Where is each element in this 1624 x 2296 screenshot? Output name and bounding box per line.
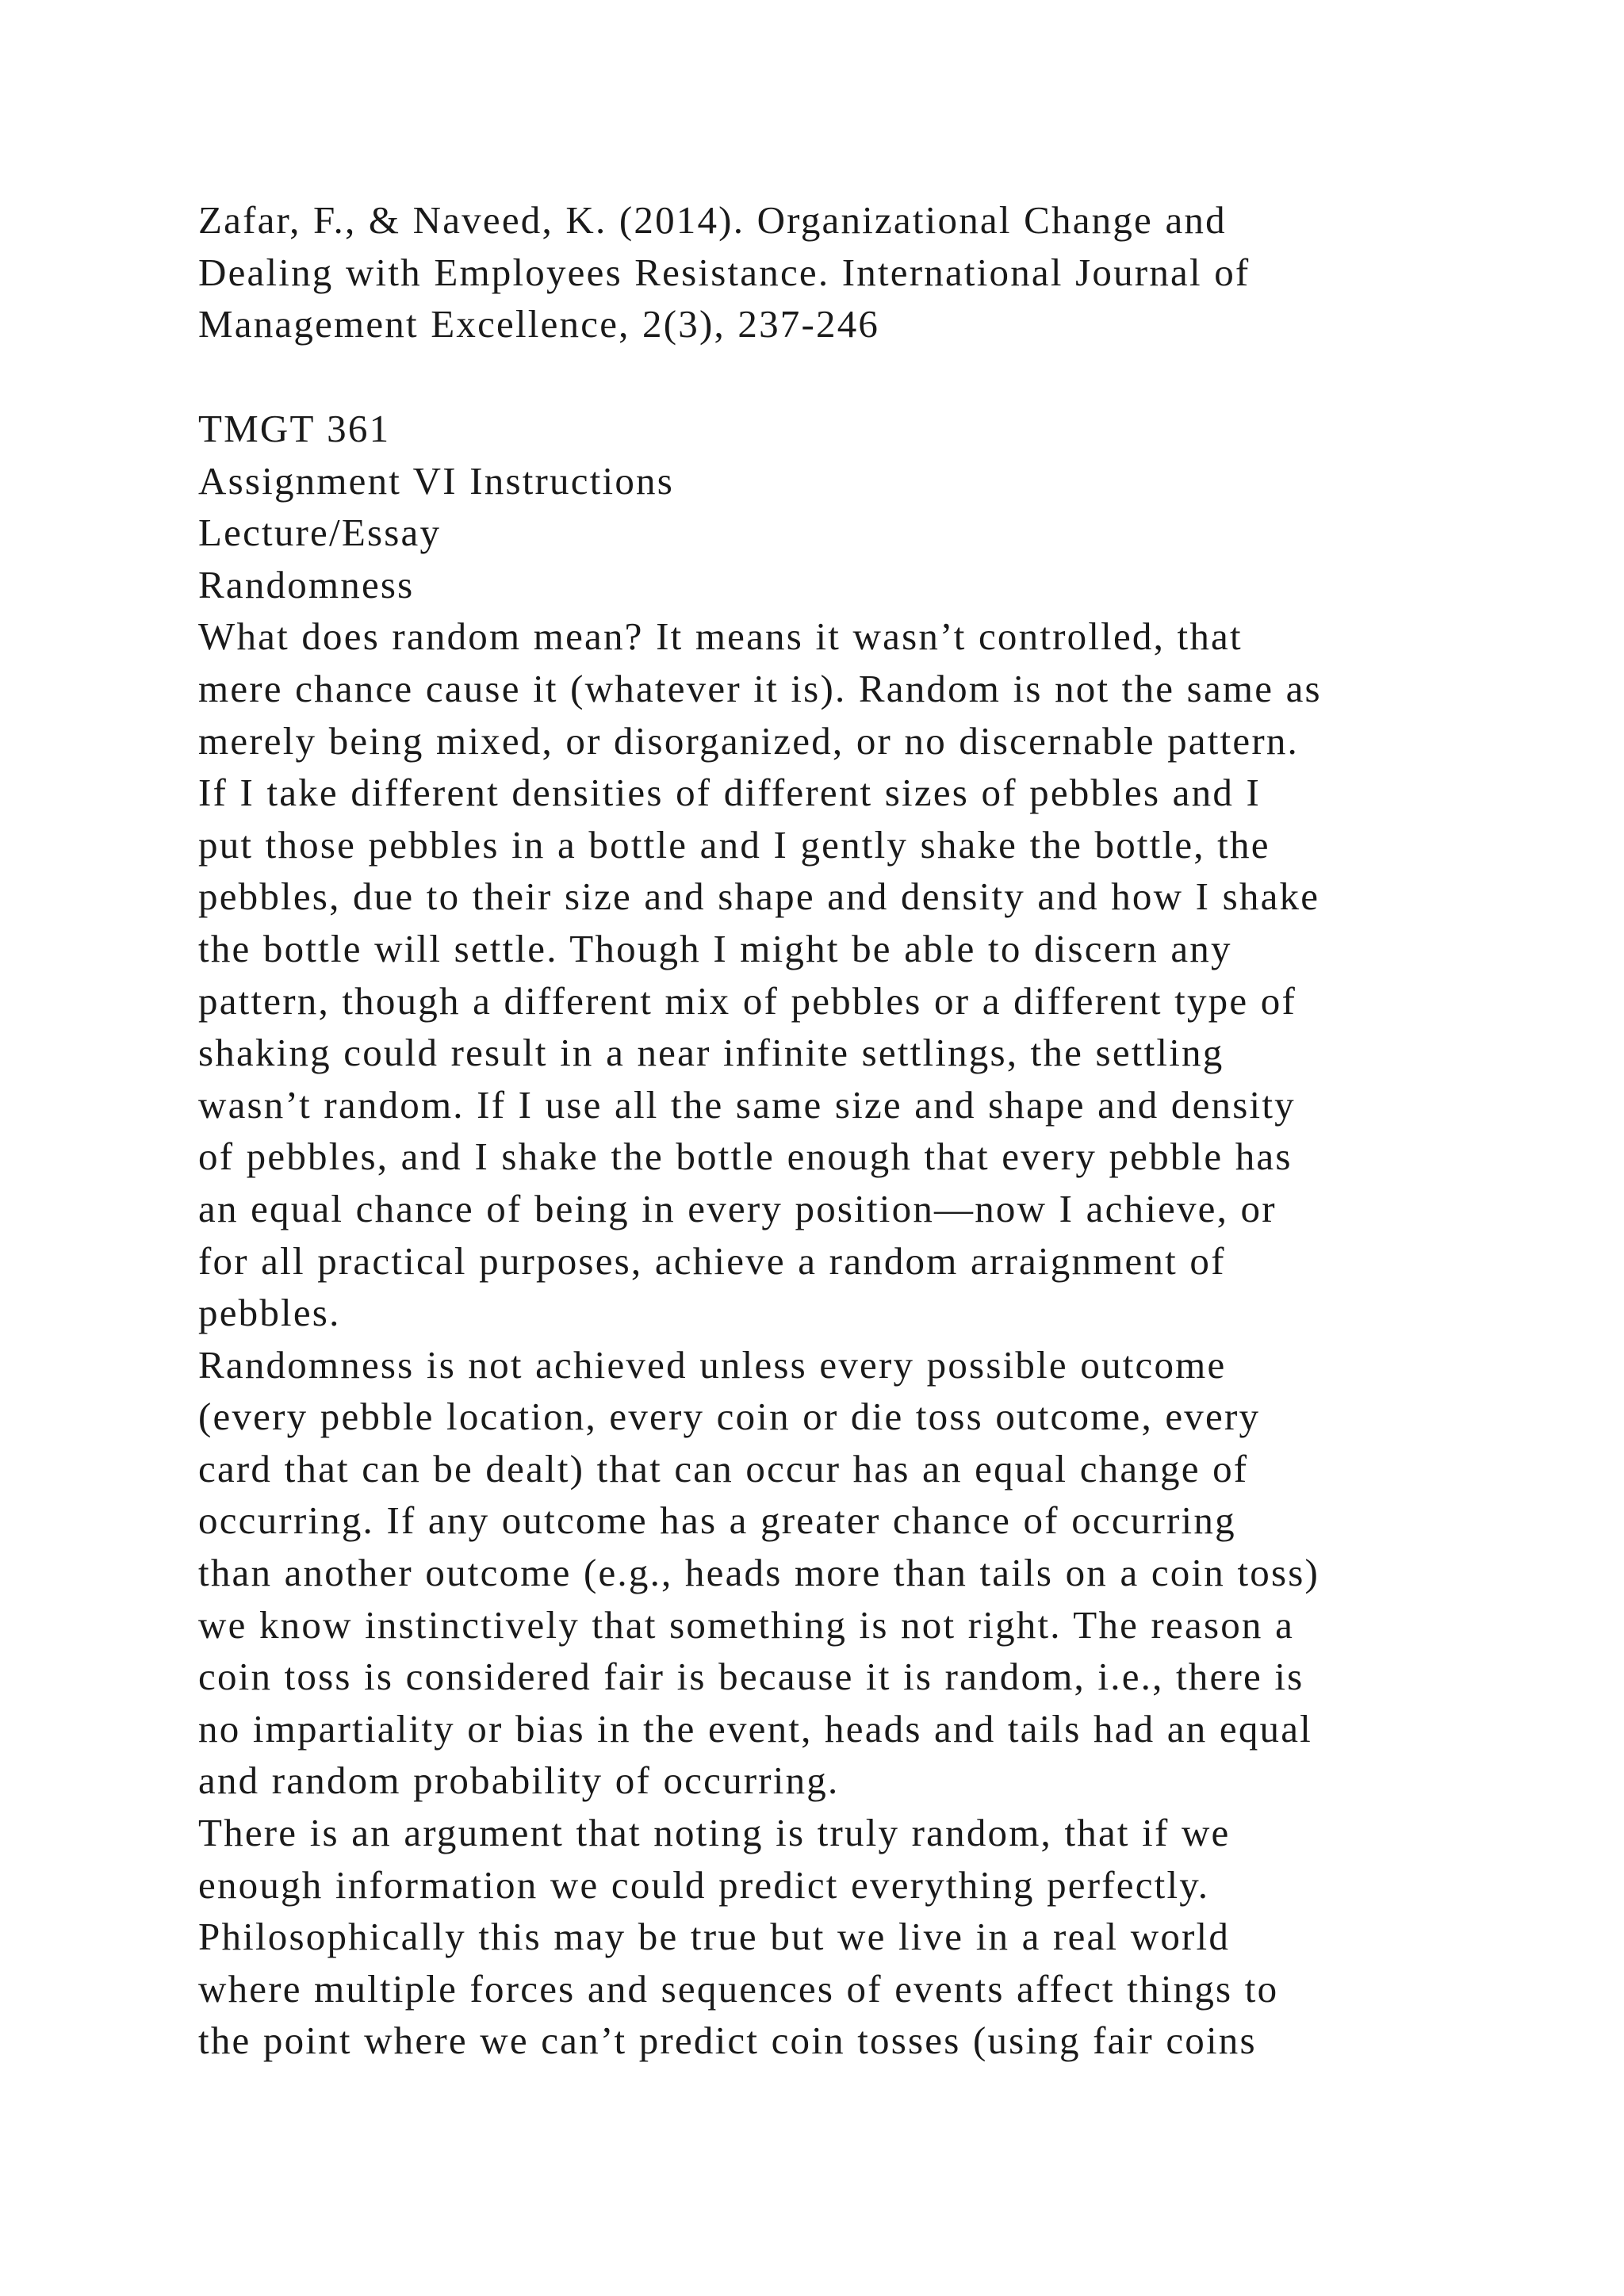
paragraph-line: (every pebble location, every coin or die toss outcome, every [198, 1395, 1261, 1439]
reference-citation [198, 194, 1499, 350]
paragraph-line: merely being mixed, or disorganized, or no discernable pattern. [198, 718, 1299, 763]
section-label: Lecture/Essay [198, 511, 442, 555]
paragraph-line: we know instinctively that something is not right. The reason a [198, 1602, 1295, 1647]
paragraph-randomness-outcomes [198, 1339, 1499, 1807]
paragraph-line: mere chance cause it (whatever it is). Random is not the same as [198, 666, 1322, 710]
paragraph-line: an equal chance of being in every position—now I achieve, or [198, 1186, 1277, 1230]
paragraph-philosophical-argument [198, 1807, 1499, 2067]
paragraph-line: card that can be dealt) that can occur has an equal change of [198, 1446, 1249, 1490]
citation-line: Management Excellence, 2(3), 237-246 [198, 302, 880, 346]
paragraph-line: If I take different densities of different sizes of pebbles and I [198, 771, 1262, 815]
paragraph-line: and random probability of occurring. [198, 1758, 840, 1803]
paragraph-line: pebbles. [198, 1291, 341, 1335]
paragraph-line: shaking could result in a near infinite settlings, the settling [198, 1031, 1224, 1075]
citation-line: Dealing with Employees Resistance. International Journal of [198, 250, 1251, 294]
paragraph-line: the bottle will settle. Though I might be able to discern any [198, 926, 1232, 970]
paragraph-line: wasn’t random. If I use all the same size and shape and density [198, 1082, 1296, 1127]
course-code: TMGT 361 [198, 407, 391, 450]
topic-heading: Randomness [198, 562, 415, 607]
paragraph-line: enough information we could predict everything perfectly. [198, 1862, 1210, 1907]
paragraph-line: put those pebbles in a bottle and I gently shake the bottle, the [198, 822, 1270, 867]
paragraph-line: There is an argument that noting is truly random, that if we [198, 1811, 1231, 1855]
paragraph-line: where multiple forces and sequences of events affect things to [198, 1966, 1279, 2011]
paragraph-what-random-means [198, 610, 1499, 1338]
paragraph-line: occurring. If any outcome has a greater chance of occurring [198, 1498, 1236, 1543]
paragraph-line: Randomness is not achieved unless every possible outcome [198, 1342, 1227, 1387]
paragraph-line: for all practical purposes, achieve a random arraignment of [198, 1238, 1226, 1283]
paragraph-line: pattern, though a different mix of pebbles or a different type of [198, 978, 1297, 1023]
paragraph-line: than another outcome (e.g., heads more than tails on a coin toss) [198, 1551, 1320, 1595]
paragraph-line: coin toss is considered fair is because it is random, i.e., there is [198, 1655, 1304, 1699]
paragraph-line: Philosophically this may be true but we live in a real world [198, 1915, 1231, 1959]
paragraph-line: no impartiality or bias in the event, heads and tails had an equal [198, 1706, 1312, 1751]
paragraph-line: pebbles, due to their size and shape and density and how I shake [198, 874, 1320, 919]
citation-line: Zafar, F., & Naveed, K. (2014). Organizational Change and [198, 198, 1227, 242]
assignment-body [198, 403, 1499, 2067]
paragraph-line: the point where we can’t predict coin tosses (using fair coins [198, 2019, 1257, 2063]
paragraph-line: of pebbles, and I shake the bottle enough that every pebble has [198, 1135, 1293, 1179]
assignment-title: Assignment VI Instructions [198, 458, 674, 503]
paragraph-line: What does random mean? It means it wasn’t controlled, that [198, 614, 1243, 659]
